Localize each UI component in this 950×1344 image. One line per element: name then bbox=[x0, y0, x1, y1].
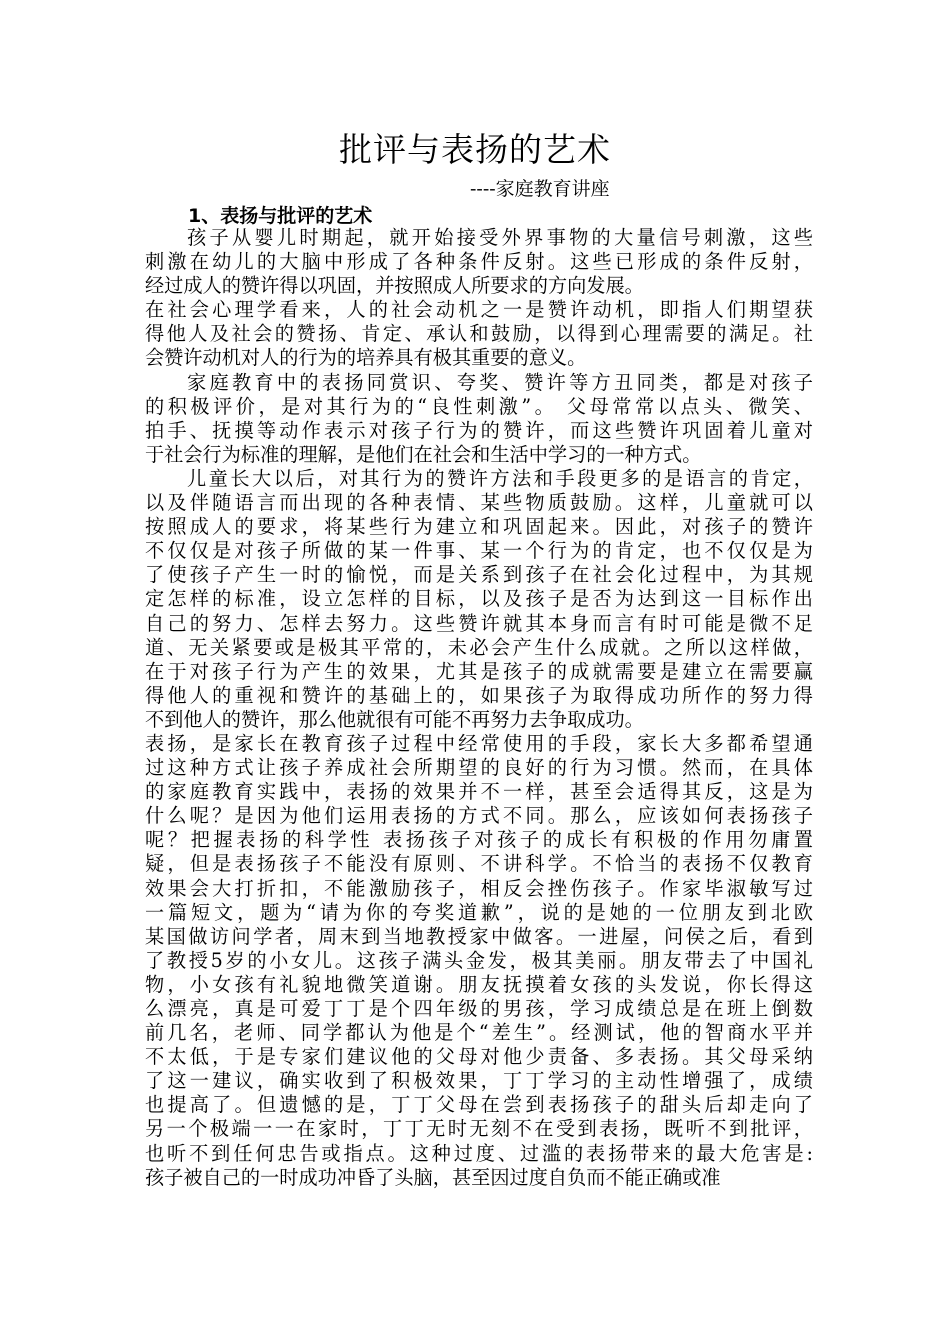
document-title: 批评与表扬的艺术 bbox=[339, 130, 611, 169]
text-line: 什么呢？是因为他们运用表扬的方式不同。那么，应该如何表扬孩子 bbox=[145, 804, 813, 828]
text-line: 物，小女孩有礼貌地微笑道谢。朋友抚摸着女孩的头发说，你长得这 bbox=[145, 972, 813, 996]
text-line: 表扬，是家长在教育孩子过程中经常使用的手段，家长大多都希望通 bbox=[145, 731, 813, 755]
text-line: 了这一建议，确实收到了积极效果，丁丁学习的主动性增强了，成绩 bbox=[145, 1069, 813, 1093]
text-line: 也提高了。但遗憾的是，丁丁父母在尝到表扬孩子的甜头后却走向了 bbox=[145, 1093, 813, 1117]
section-heading: 1、表扬与批评的艺术 bbox=[188, 205, 373, 227]
text-line: 定怎样的标准，设立怎样的目标，以及孩子是否为达到这一目标作出 bbox=[145, 587, 813, 611]
text-line: 家庭教育中的表扬同赏识、夸奖、赞许等方丑同类，都是对孩子 bbox=[187, 370, 813, 394]
text-line: 也听不到任何忠告或指点。这种过度、过滥的表扬带来的最大危害是: bbox=[145, 1141, 813, 1165]
text-line: 不太低，于是专家们建议他的父母对他少责备、多表扬。其父母采纳 bbox=[145, 1045, 813, 1069]
text-line: 在于对孩子行为产生的效果，尤其是孩子的成就需要是建立在需要赢 bbox=[145, 659, 813, 683]
text-line: 于社会行为标准的理解，是他们在社会和生活中学习的一种方式。 bbox=[145, 442, 702, 466]
text-line: 效果会大打折扣，不能激励孩子，相反会挫伤孩子。作家毕淑敏写过 bbox=[145, 876, 813, 900]
text-line: 在社会心理学看来，人的社会动机之一是赞许动机，即指人们期望获 bbox=[145, 298, 813, 322]
text-line: 了使孩子产生一时的愉悦，而是关系到孩子在社会化过程中，为其规 bbox=[145, 563, 813, 587]
text-line: 么漂亮，真是可爱丁丁是个四年级的男孩，学习成绩总是在班上倒数 bbox=[145, 997, 813, 1020]
text-line: 得他人及社会的赞扬、肯定、承认和鼓励，以得到心理需要的满足。社 bbox=[145, 322, 813, 346]
text-line: 孩子从婴儿时期起，就开始接受外界事物的大量信号刺激，这些 bbox=[187, 226, 813, 249]
text-line: 自己的努力、怎样去努力。这些赞许就其本身而言有时可能是微不足 bbox=[145, 611, 813, 635]
text-line: 刺激在幼儿的大脑中形成了各种条件反射。这些已形成的条件反射， bbox=[145, 250, 813, 274]
text-line: 前几名，老师、同学都认为他是个“差生”。经测试，他的智商水平并 bbox=[145, 1021, 813, 1045]
text-line: 过这种方式让孩子养成社会所期望的良好的行为习惯。然而，在具体 bbox=[145, 756, 813, 780]
text-line: 得他人的重视和赞许的基础上的，如果孩子为取得成功所作的努力得 bbox=[145, 683, 813, 707]
text-line: 以及伴随语言而出现的各种表情、某些物质鼓励。这样，儿童就可以 bbox=[145, 491, 813, 515]
text-line: 儿童长大以后，对其行为的赞许方法和手段更多的是语言的肯定， bbox=[187, 466, 813, 490]
text-line: 不到他人的赞许，那么他就很有可能不再努力去争取成功。 bbox=[145, 707, 644, 731]
text-line: 经过成人的赞许得以巩固，并按照成人所要求的方向发展。 bbox=[145, 274, 644, 298]
text-line: 会赞许动机对人的行为的培养具有极其重要的意义。 bbox=[145, 346, 587, 370]
text-line: 拍手、抚摸等动作表示对孩子行为的赞许，而这些赞许巩固着儿童对 bbox=[145, 418, 813, 442]
text-line: 孩子被自己的一时成功冲昏了头脑，甚至因过度自负而不能正确或准 bbox=[145, 1165, 721, 1189]
text-line: 另一个极端一一在家时，丁丁无时无刻不在受到表扬，既听不到批评， bbox=[145, 1117, 813, 1141]
text-line: 了教授5岁的小女儿。这孩子满头金发，极其美丽。朋友带去了中国礼 bbox=[145, 948, 813, 972]
text-line: 某国做访问学者，周末到当地教授家中做客。一进屋，问侯之后，看到 bbox=[145, 924, 813, 948]
text-line: 不仅仅是对孩子所做的某一件事、某一个行为的肯定，也不仅仅是为 bbox=[145, 539, 813, 563]
text-line: 的家庭教育实践中，表扬的效果并不一样，甚至会适得其反，这是为 bbox=[145, 780, 813, 804]
text-line: 疑，但是表扬孩子不能没有原则、不讲科学。不恰当的表扬不仅教育 bbox=[145, 852, 813, 876]
text-line: 一篇短文，题为“请为你的夸奖道歉”，说的是她的一位朋友到北欧 bbox=[145, 900, 813, 924]
text-line: 道、无关紧要或是极其平常的，未必会产生什么成就。之所以这样做， bbox=[145, 635, 813, 659]
document-subtitle: ----家庭教育讲座 bbox=[470, 178, 610, 200]
text-line: 按照成人的要求，将某些行为建立和巩固起来。因此，对孩子的赞许 bbox=[145, 515, 813, 539]
text-line: 呢？把握表扬的科学性 表扬孩子对孩子的成长有积极的作用勿庸置 bbox=[145, 828, 813, 852]
body-text bbox=[145, 226, 813, 1190]
text-line: 的积极评价，是对其行为的“良性刺激”。 父母常常以点头、微笑、 bbox=[145, 394, 813, 418]
